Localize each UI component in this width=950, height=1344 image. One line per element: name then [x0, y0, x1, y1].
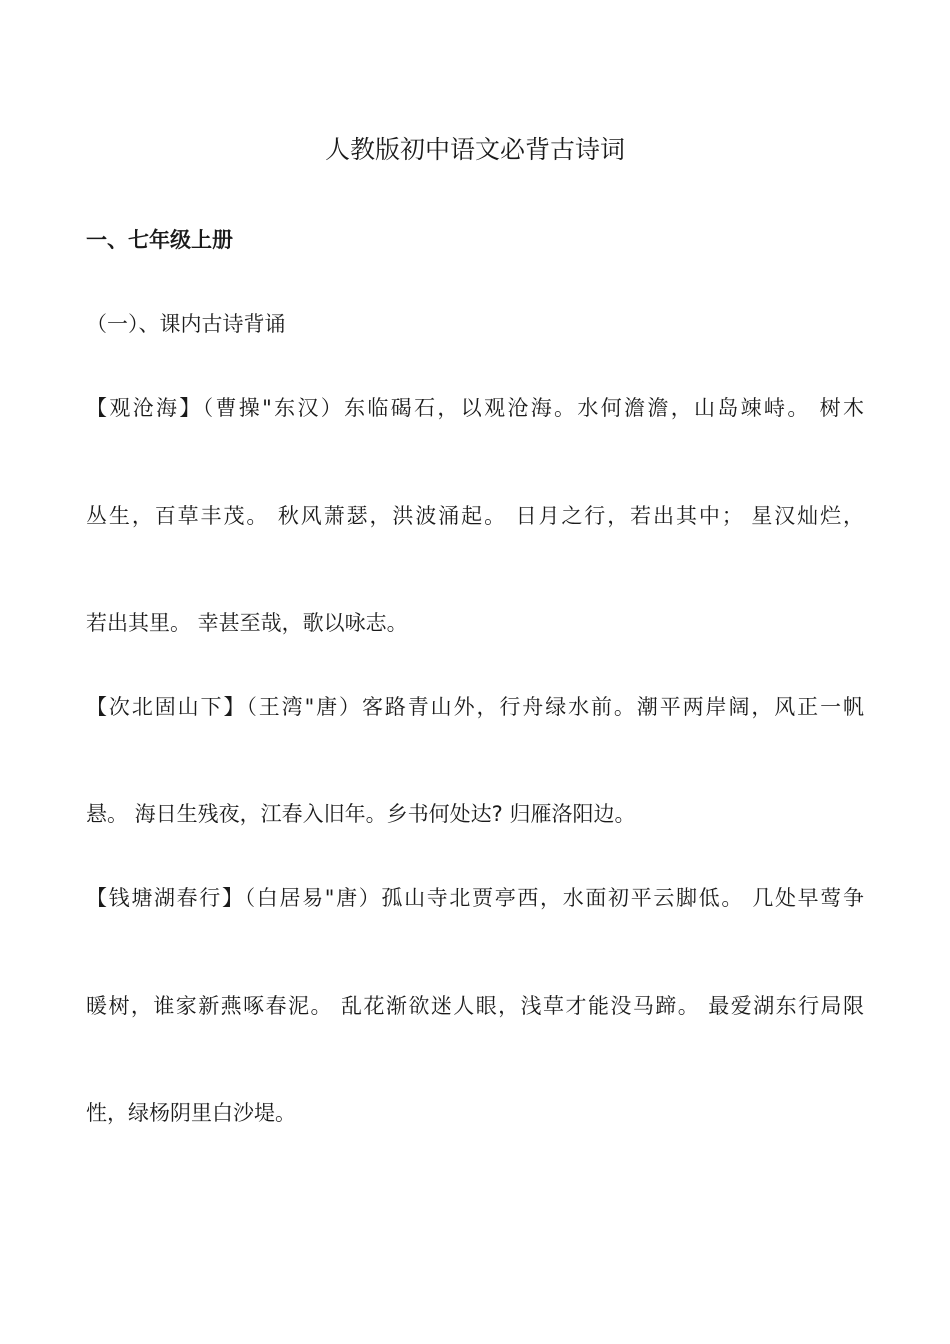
poem-line: 暖树，谁家新燕啄春泥。 乱花渐欲迷人眼，浅草才能没马蹄。 最爱湖东行局限: [86, 994, 864, 1018]
poem-line: 【观沧海】（曹操"东汉）东临碣石，以观沧海。水何澹澹，山岛竦峙。 树木: [86, 396, 864, 420]
section-heading: 一、七年级上册: [86, 228, 233, 252]
poem-line: 性，绿杨阴里白沙堤。: [86, 1101, 296, 1125]
poem-line: 【钱塘湖春行】（白居易"唐）孤山寺北贾亭西，水面初平云脚低。 几处早莺争: [86, 886, 864, 910]
poem-line: 丛生，百草丰茂。 秋风萧瑟，洪波涌起。 日月之行，若出其中； 星汉灿烂，: [86, 504, 864, 528]
poem-line: 若出其里。 幸甚至哉，歌以咏志。: [86, 611, 408, 635]
document-title: 人教版初中语文必背古诗词: [324, 135, 625, 164]
poem-line: 【次北固山下】（王湾"唐）客路青山外，行舟绿水前。潮平两岸阔，风正一帆: [86, 695, 864, 719]
poem-line: 悬。 海日生残夜，江春入旧年。乡书何处达? 归雁洛阳边。: [86, 802, 636, 826]
sub-heading: （一）、课内古诗背诵: [86, 312, 286, 336]
